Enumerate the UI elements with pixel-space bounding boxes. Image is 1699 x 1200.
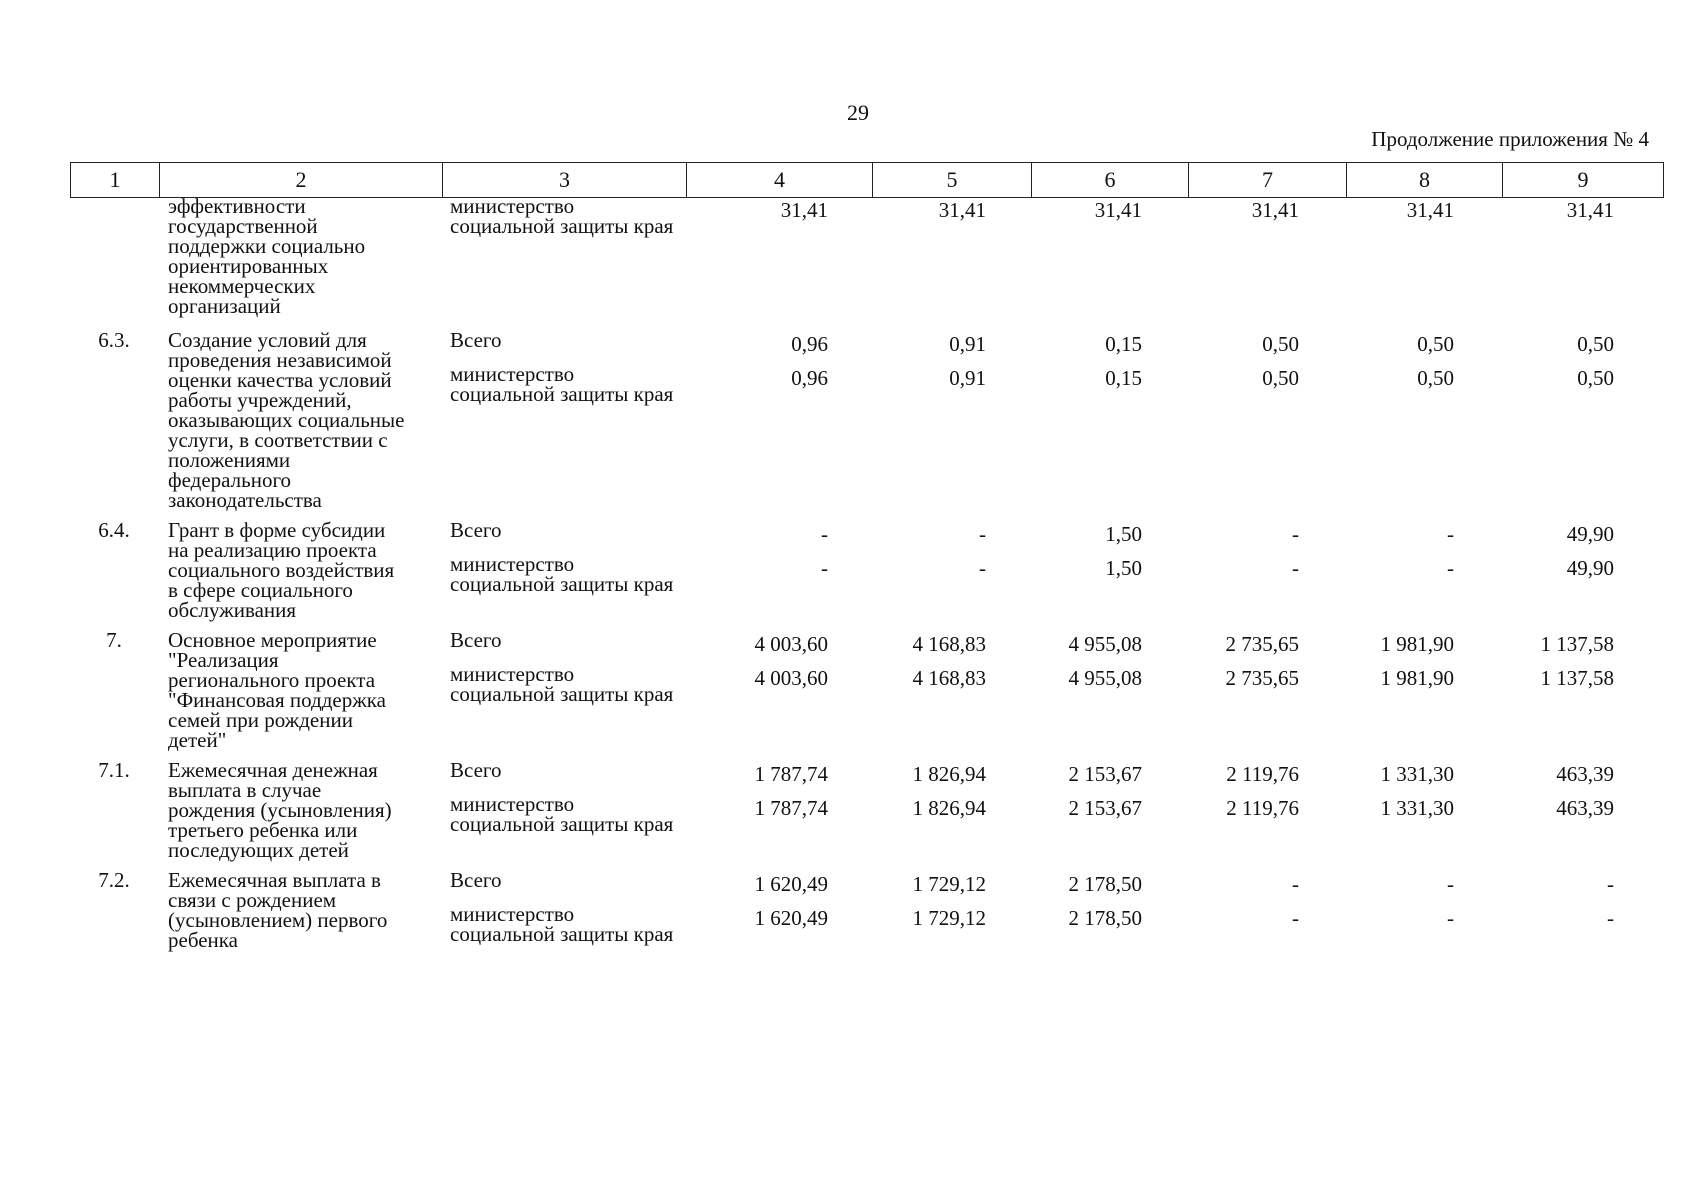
value-cell bbox=[1494, 330, 1654, 510]
value: 1 137,58 bbox=[1540, 632, 1614, 656]
column-header: 9 bbox=[1503, 163, 1664, 198]
row-executor bbox=[440, 630, 683, 750]
table-row bbox=[70, 630, 1654, 750]
value: 0,96 bbox=[791, 366, 828, 390]
value: 0,50 bbox=[1262, 366, 1299, 390]
executor-ministry: министерство социальной защиты края bbox=[450, 362, 674, 406]
value: 0,50 bbox=[1417, 332, 1454, 356]
value-cell bbox=[1339, 196, 1494, 316]
value: 31,41 bbox=[780, 198, 828, 222]
value-cell bbox=[683, 196, 868, 316]
table-row bbox=[70, 520, 1654, 620]
value-cell bbox=[1026, 870, 1182, 950]
value-cell bbox=[1182, 870, 1339, 950]
table-row bbox=[70, 760, 1654, 860]
column-header: 8 bbox=[1347, 163, 1503, 198]
value: 1 620,49 bbox=[754, 872, 828, 896]
value: 1 331,30 bbox=[1380, 796, 1454, 820]
value: 1,50 bbox=[1105, 556, 1142, 580]
value-cell bbox=[1026, 520, 1182, 620]
value: 4 168,83 bbox=[912, 666, 986, 690]
row-name: Создание условий для проведения независимой оценки качества условий работы учреждений, оказывающих социальные услуги, в соответствии с положениями федерального законодательства bbox=[168, 328, 405, 512]
table-row bbox=[70, 870, 1654, 950]
table-row bbox=[70, 196, 1654, 316]
value: 1 331,30 bbox=[1380, 762, 1454, 786]
value: 1 826,94 bbox=[912, 796, 986, 820]
value: 1 137,58 bbox=[1540, 666, 1614, 690]
value: 1 729,12 bbox=[912, 872, 986, 896]
value-cell bbox=[683, 330, 868, 510]
row-name: Основное мероприятие "Реализация регионального проекта "Финансовая поддержка семей при рождении детей" bbox=[168, 628, 386, 752]
value: - bbox=[1447, 872, 1454, 896]
value-cell bbox=[868, 760, 1026, 860]
executor-total-label: Всего bbox=[450, 868, 502, 892]
value: 31,41 bbox=[938, 198, 986, 222]
column-header-row bbox=[71, 163, 1664, 198]
row-number: 7. bbox=[106, 628, 122, 652]
value: 31,41 bbox=[1094, 198, 1142, 222]
value-cell bbox=[1339, 760, 1494, 860]
column-header: 4 bbox=[687, 163, 873, 198]
value: - bbox=[1447, 556, 1454, 580]
value: 2 178,50 bbox=[1068, 872, 1142, 896]
value: - bbox=[1292, 906, 1299, 930]
executor-ministry: министерство социальной защиты края bbox=[450, 792, 674, 836]
value-cell bbox=[1339, 630, 1494, 750]
row-executor bbox=[440, 870, 683, 950]
value: 2 735,65 bbox=[1225, 666, 1299, 690]
value-cell bbox=[1182, 196, 1339, 316]
value: 0,50 bbox=[1262, 332, 1299, 356]
row-number: 6.3. bbox=[98, 328, 130, 352]
value: 4 003,60 bbox=[754, 666, 828, 690]
value-cell bbox=[868, 520, 1026, 620]
value-cell bbox=[1026, 330, 1182, 510]
value: 49,90 bbox=[1566, 522, 1614, 546]
value: - bbox=[979, 522, 986, 546]
value: 1 981,90 bbox=[1380, 632, 1454, 656]
executor-total-label: Всего bbox=[450, 628, 502, 652]
value: - bbox=[1447, 906, 1454, 930]
value: 1 787,74 bbox=[754, 796, 828, 820]
value-cell bbox=[1339, 870, 1494, 950]
value: 0,15 bbox=[1105, 332, 1142, 356]
value-cell bbox=[1026, 196, 1182, 316]
row-executor bbox=[440, 520, 683, 620]
column-header-table bbox=[70, 162, 1664, 198]
executor-ministry: министерство социальной защиты края bbox=[450, 662, 674, 706]
row-number bbox=[70, 196, 158, 316]
value: 0,50 bbox=[1577, 332, 1614, 356]
row-number: 7.2. bbox=[98, 868, 130, 892]
value: 2 153,67 bbox=[1068, 762, 1142, 786]
value: 4 955,08 bbox=[1068, 632, 1142, 656]
value-cell bbox=[1494, 870, 1654, 950]
value: 1 981,90 bbox=[1380, 666, 1454, 690]
value: 4 955,08 bbox=[1068, 666, 1142, 690]
value-cell bbox=[1494, 760, 1654, 860]
value: 0,15 bbox=[1105, 366, 1142, 390]
executor-ministry: министерство социальной защиты края bbox=[450, 552, 674, 596]
value: 0,50 bbox=[1417, 366, 1454, 390]
column-header: 5 bbox=[873, 163, 1032, 198]
value: 463,39 bbox=[1556, 762, 1614, 786]
table-body bbox=[70, 196, 1654, 950]
value-cell bbox=[1494, 520, 1654, 620]
value: 2 119,76 bbox=[1226, 796, 1299, 820]
value: 4 168,83 bbox=[912, 632, 986, 656]
value-cell bbox=[1494, 196, 1654, 316]
value: - bbox=[1607, 872, 1614, 896]
value-cell bbox=[868, 330, 1026, 510]
table-row bbox=[70, 330, 1654, 510]
value-cell bbox=[683, 520, 868, 620]
value: 0,91 bbox=[949, 332, 986, 356]
value: 49,90 bbox=[1566, 556, 1614, 580]
value-cell bbox=[683, 870, 868, 950]
value-cell bbox=[1026, 760, 1182, 860]
value-cell bbox=[1182, 330, 1339, 510]
value: - bbox=[1292, 556, 1299, 580]
executor-total-label: Всего bbox=[450, 518, 502, 542]
value: 31,41 bbox=[1406, 198, 1454, 222]
row-executor bbox=[440, 196, 683, 316]
column-header: 6 bbox=[1032, 163, 1189, 198]
executor-total-label: Всего bbox=[450, 328, 502, 352]
row-name: Грант в форме субсидии на реализацию проекта социального воздействия в сфере социального обслуживания bbox=[168, 518, 395, 622]
row-number: 7.1. bbox=[98, 758, 130, 782]
column-header: 1 bbox=[71, 163, 160, 198]
executor-ministry: министерство социальной защиты края bbox=[450, 194, 674, 238]
value: 2 153,67 bbox=[1068, 796, 1142, 820]
value: 0,91 bbox=[949, 366, 986, 390]
value-cell bbox=[1182, 760, 1339, 860]
column-header: 2 bbox=[160, 163, 443, 198]
value: 0,50 bbox=[1577, 366, 1614, 390]
value: - bbox=[979, 556, 986, 580]
value: 1 826,94 bbox=[912, 762, 986, 786]
value-cell bbox=[1339, 330, 1494, 510]
value: - bbox=[1292, 522, 1299, 546]
value: 1 787,74 bbox=[754, 762, 828, 786]
value: 31,41 bbox=[1566, 198, 1614, 222]
value: 0,96 bbox=[791, 332, 828, 356]
value: 463,39 bbox=[1556, 796, 1614, 820]
continuation-note: Продолжение приложения № 4 bbox=[1371, 127, 1649, 151]
value-cell bbox=[1182, 630, 1339, 750]
value-cell bbox=[1494, 630, 1654, 750]
value-cell bbox=[683, 760, 868, 860]
value: 1 729,12 bbox=[912, 906, 986, 930]
row-name: эффективности государственной поддержки социально ориентированных некоммерческих организаций bbox=[168, 194, 366, 318]
value-cell bbox=[868, 870, 1026, 950]
row-name: Ежемесячная выплата в связи с рождением (усыновлением) первого ребенка bbox=[168, 868, 388, 952]
row-executor bbox=[440, 760, 683, 860]
executor-total-label: Всего bbox=[450, 758, 502, 782]
value: 31,41 bbox=[1251, 198, 1299, 222]
value: 1,50 bbox=[1105, 522, 1142, 546]
row-number: 6.4. bbox=[98, 518, 130, 542]
column-header: 7 bbox=[1189, 163, 1347, 198]
row-name: Ежемесячная денежная выплата в случае рождения (усыновления) третьего ребенка или последующих детей bbox=[168, 758, 392, 862]
value-cell bbox=[683, 630, 868, 750]
value-cell bbox=[868, 630, 1026, 750]
executor-ministry: министерство социальной защиты края bbox=[450, 902, 674, 946]
value: - bbox=[1292, 872, 1299, 896]
page-number: 29 bbox=[847, 100, 869, 125]
value: - bbox=[821, 556, 828, 580]
value: 4 003,60 bbox=[754, 632, 828, 656]
value: 2 178,50 bbox=[1068, 906, 1142, 930]
value-cell bbox=[1026, 630, 1182, 750]
value: 2 735,65 bbox=[1225, 632, 1299, 656]
value: 1 620,49 bbox=[754, 906, 828, 930]
value-cell bbox=[1339, 520, 1494, 620]
value: - bbox=[1447, 522, 1454, 546]
value-cell bbox=[868, 196, 1026, 316]
value: - bbox=[1607, 906, 1614, 930]
row-executor bbox=[440, 330, 683, 510]
value-cell bbox=[1182, 520, 1339, 620]
value: - bbox=[821, 522, 828, 546]
column-header: 3 bbox=[443, 163, 687, 198]
value: 2 119,76 bbox=[1226, 762, 1299, 786]
